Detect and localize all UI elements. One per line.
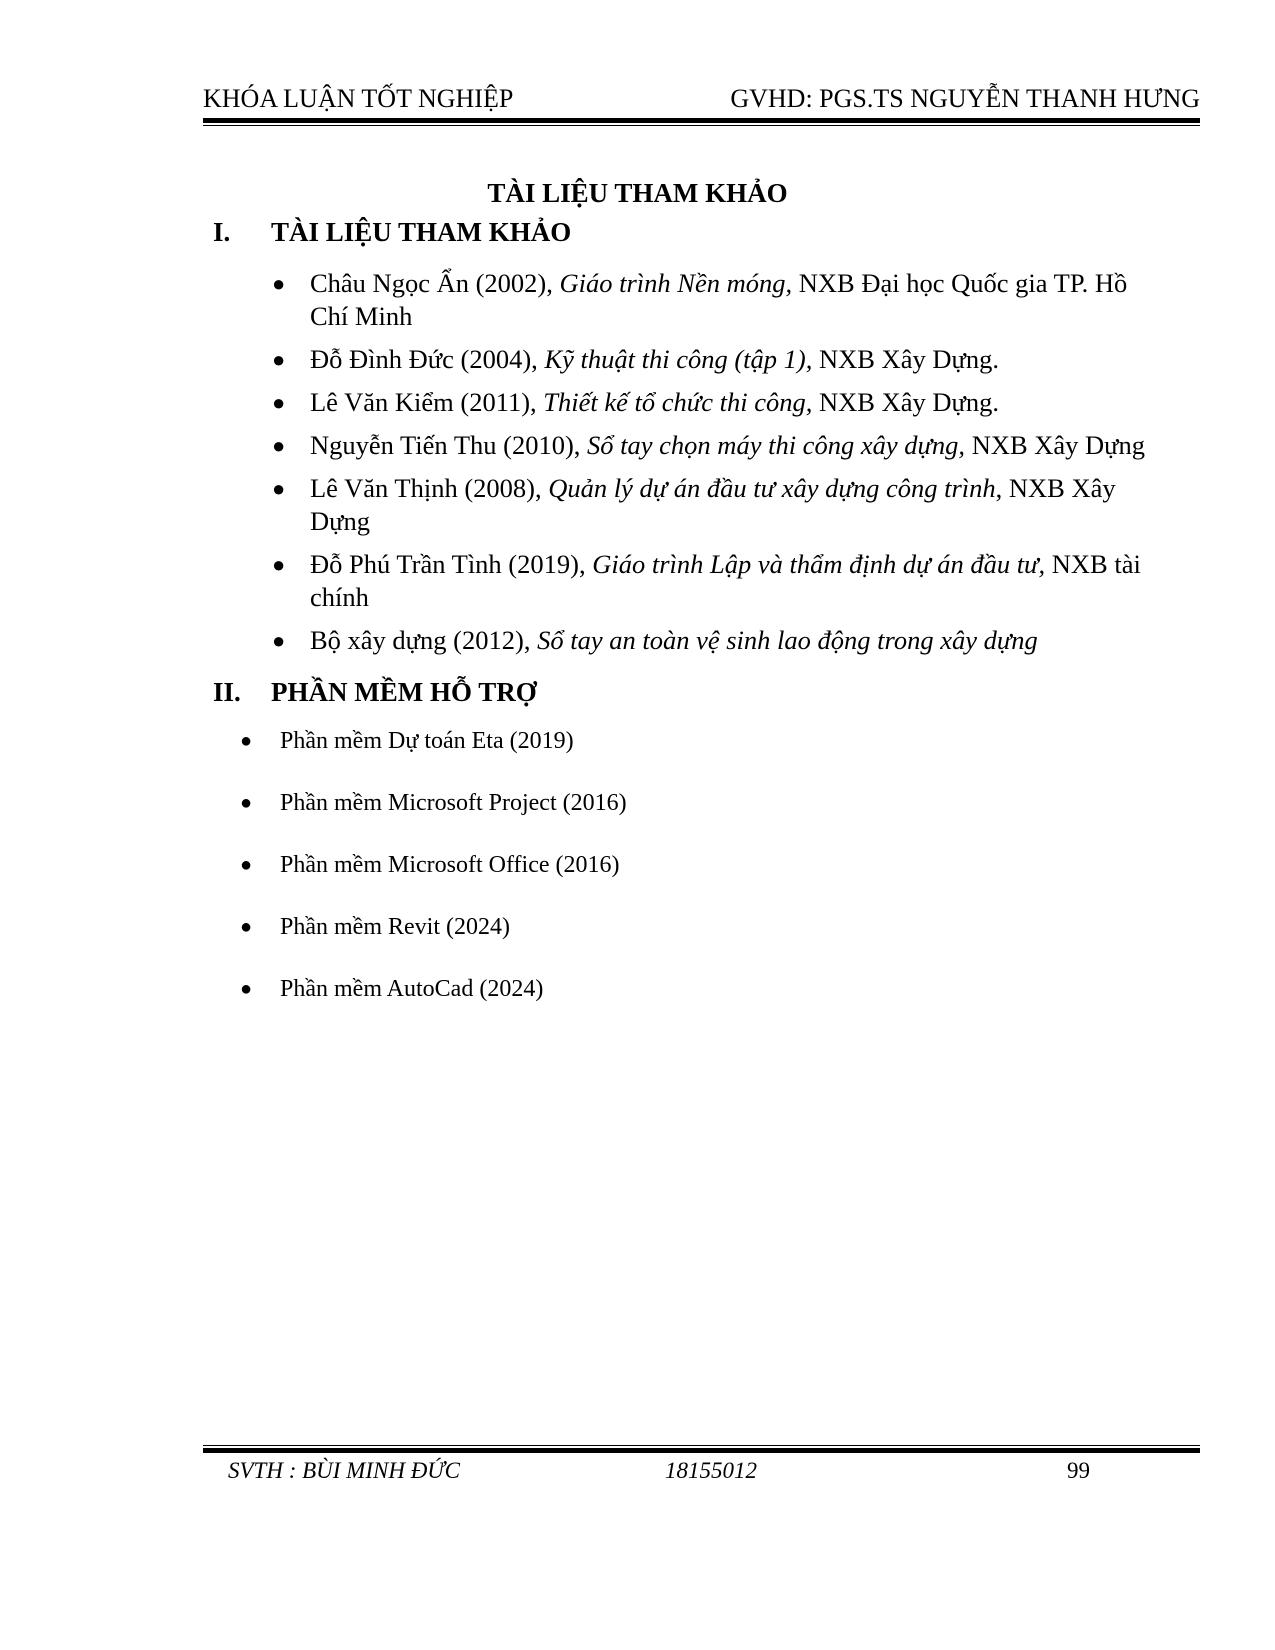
reference-title: Giáo trình Nền móng, [559,268,793,298]
bullet-icon: ● [272,433,286,458]
software-label: Phần mềm Revit (2024) [280,914,510,940]
software-label: Phần mềm Microsoft Project (2016) [280,790,627,816]
bullet-icon: ● [240,854,253,876]
header-rule-thick [203,118,1200,123]
footer-rule-thick [203,1448,1200,1453]
software-label: Phần mềm Dự toán Eta (2019) [280,728,574,754]
bullet-icon: ● [240,792,253,814]
footer-page-number: 99 [1067,1458,1090,1483]
reference-item [270,548,1170,614]
software-item [240,911,1040,973]
reference-title: Giáo trình Lập và thẩm định dự án đầu tư, [592,549,1046,579]
reference-author: Lê Văn Kiểm (2011), [310,387,544,417]
software-item [240,787,1040,849]
page-header [203,80,1200,112]
bullet-icon: ● [272,628,286,653]
software-item [240,849,1040,911]
bullet-icon: ● [272,476,286,501]
section-2-number: II. [213,677,241,707]
bullet-icon: ● [272,271,286,296]
header-advisor-label: GVHD: PGS.TS NGUYỄN THANH HƯNG [730,84,1200,113]
header-thesis-label: KHÓA LUẬN TỐT NGHIỆP [203,84,514,113]
software-label: Phần mềm AutoCad (2024) [280,976,544,1002]
bullet-icon: ● [240,916,253,938]
page-footer [203,1458,1200,1498]
reference-title: Sổ tay chọn máy thi công xây dựng, [587,430,966,460]
bullet-icon: ● [240,978,253,1000]
reference-item [270,429,1170,462]
reference-author: Bộ xây dựng (2012), [310,625,538,655]
reference-title: Sổ tay an toàn vệ sinh lao động trong xây dựng [537,625,1038,655]
software-item [240,725,1040,787]
footer-rule-thin [203,1445,1200,1446]
reference-publisher: NXB Xây Dựng. [812,344,999,374]
reference-item [270,386,1170,419]
document-title: TÀI LIỆU THAM KHẢO [487,178,788,208]
reference-publisher: NXB tài chính [310,549,1141,612]
reference-author: Nguyễn Tiến Thu (2010), [310,430,588,460]
reference-author: Châu Ngọc Ẩn (2002), [310,268,560,298]
reference-title: Quản lý dự án đầu tư xây dựng công trình [548,473,996,503]
bullet-icon: ● [240,730,253,752]
reference-list [270,267,1170,667]
reference-publisher: NXB Xây Dựng [965,430,1146,460]
reference-title: Kỹ thuật thi công (tập 1), [544,344,813,374]
reference-publisher: , NXB Xây Dựng [310,473,1116,536]
reference-item [270,267,1170,333]
footer-student-id: 18155012 [665,1458,757,1483]
section-2-title: PHẦN MỀM HỖ TRỢ [271,677,537,707]
reference-item [270,624,1170,657]
reference-author: Lê Văn Thịnh (2008), [310,473,549,503]
reference-publisher: NXB Đại học Quốc gia TP. Hồ Chí Minh [310,268,1128,331]
software-label: Phần mềm Microsoft Office (2016) [280,852,620,878]
reference-author: Đỗ Đình Đức (2004), [310,344,545,374]
reference-author: Đỗ Phú Trần Tình (2019), [310,549,593,579]
section-1-number: I. [213,217,231,247]
header-rule-thin [203,125,1200,126]
bullet-icon: ● [272,390,286,415]
bullet-icon: ● [272,347,286,372]
reference-item [270,343,1170,376]
bullet-icon: ● [272,552,286,577]
section-1-title: TÀI LIỆU THAM KHẢO [271,217,572,247]
software-item [240,973,1040,1035]
reference-title: Thiết kế tổ chức thi công, [543,387,813,417]
software-list [240,725,1040,1035]
footer-student-name: SVTH : BÙI MINH ĐỨC [228,1458,460,1483]
reference-item [270,472,1170,538]
reference-publisher: NXB Xây Dựng. [812,387,999,417]
